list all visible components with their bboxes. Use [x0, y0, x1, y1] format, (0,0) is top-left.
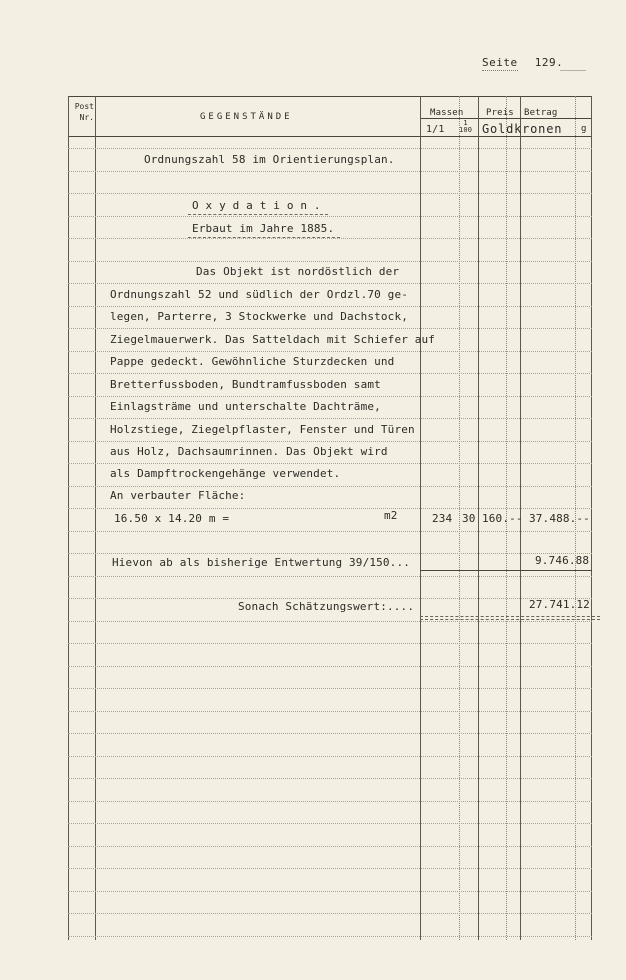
- ledger-rule: [68, 508, 592, 509]
- ledger-rule: [68, 711, 592, 712]
- description-line: Holzstiege, Ziegelpflaster, Fenster und Türen: [110, 423, 415, 436]
- ledger-rule: [68, 643, 592, 644]
- ledger-rule: [68, 531, 592, 532]
- ledger-rule: [68, 778, 592, 779]
- ledger-rule: [68, 441, 592, 442]
- table-top-border: [68, 96, 592, 97]
- ledger-rule: [68, 688, 592, 689]
- description-line: als Dampftrockengehänge verwendet.: [110, 467, 341, 480]
- ledger-rule: [68, 418, 592, 419]
- header-goldkronen: Goldkronen: [482, 122, 563, 136]
- preis-value: 160.--: [482, 512, 523, 525]
- calculation-line: 16.50 x 14.20 m =: [114, 512, 230, 525]
- title-underline: [188, 214, 328, 215]
- massen-value: 234: [432, 512, 453, 525]
- header-bottom-border: [68, 136, 592, 137]
- betrag-value-total: 37.488.--: [529, 512, 590, 525]
- description-line: Das Objekt ist nordöstlich der: [196, 265, 400, 278]
- ledger-rule: [68, 306, 592, 307]
- header-heller: g: [581, 124, 587, 134]
- massen-decimal: 30: [462, 512, 476, 525]
- description-line: Ordnungszahl 52 und südlich der Ordzl.70 ge-: [110, 288, 408, 301]
- subtotal-rule: [420, 570, 592, 571]
- page-number: 129.: [534, 56, 564, 69]
- betrag-value-entwertung: 9.746.88: [535, 554, 590, 567]
- header-massen-fraction: 1 100: [459, 119, 473, 134]
- title-oxydation: O x y d a t i o n .: [192, 199, 321, 212]
- ledger-rule: [68, 756, 592, 757]
- column-rule-right: [591, 96, 592, 940]
- ledger-rule: [68, 666, 592, 667]
- final-double-rule: [420, 616, 600, 620]
- header-post-nr: Post Nr.: [74, 102, 94, 122]
- ledger-rule: [68, 171, 592, 172]
- entwertung-line: Hievon ab als bisherige Entwertung 39/150...: [112, 556, 410, 569]
- ledger-rule: [68, 553, 592, 554]
- ledger-rule: [68, 283, 592, 284]
- betrag-value-schaetzungswert: 27.741.12: [529, 598, 590, 611]
- column-rule-postnr: [95, 96, 96, 940]
- ledger-rule: [68, 846, 592, 847]
- ledger-rule: [68, 913, 592, 914]
- page-number-underline: [560, 70, 586, 71]
- ledger-rule: [68, 396, 592, 397]
- description-line: aus Holz, Dachsaumrinnen. Das Objekt wird: [110, 445, 388, 458]
- ledger-rule: [68, 373, 592, 374]
- ledger-rule: [68, 823, 592, 824]
- header-massen-unit: 1/1: [426, 124, 445, 135]
- ledger-rule: [68, 193, 592, 194]
- description-line: Pappe gedeckt. Gewöhnliche Sturzdecken und: [110, 355, 395, 368]
- column-rule-massen: [420, 96, 421, 940]
- ledger-rule: [68, 868, 592, 869]
- calculation-unit: m2: [384, 509, 398, 522]
- ledger-rule: [68, 891, 592, 892]
- ledger-rule: [68, 598, 592, 599]
- description-line: Bretterfussboden, Bundtramfussboden samt: [110, 378, 381, 391]
- ledger-rule: [68, 463, 592, 464]
- column-rule-massen-dec: [459, 96, 460, 940]
- ledger-rule: [68, 801, 592, 802]
- ledger-rule: [68, 328, 592, 329]
- header-gegenstaende: GEGENSTÄNDE: [200, 112, 293, 122]
- description-line: An verbauter Fläche:: [110, 489, 246, 502]
- ledger-table: [68, 96, 592, 940]
- ledger-rule: [68, 216, 592, 217]
- erbaut-line: Erbaut im Jahre 1885.: [192, 222, 335, 235]
- header-massen: Massen: [430, 108, 464, 118]
- ledger-rule: [68, 576, 592, 577]
- header-betrag: Betrag: [524, 108, 558, 118]
- ledger-rule: [68, 148, 592, 149]
- description-line: legen, Parterre, 3 Stockwerke und Dachstock,: [110, 310, 408, 323]
- schaetzungswert-line: Sonach Schätzungswert:....: [238, 600, 415, 613]
- column-rule-preis: [478, 96, 479, 940]
- ledger-rule: [68, 936, 592, 937]
- ledger-rule: [68, 238, 592, 239]
- ledger-rule: [68, 261, 592, 262]
- ledger-rule: [68, 621, 592, 622]
- header-preis: Preis: [486, 108, 514, 118]
- ordnungszahl-line: Ordnungszahl 58 im Orientierungsplan.: [144, 153, 395, 166]
- page-label: Seite: [482, 56, 518, 69]
- description-line: Ziegelmauerwerk. Das Satteldach mit Schiefer auf: [110, 333, 436, 346]
- ledger-rule: [68, 486, 592, 487]
- description-line: Einlagsträme und unterschalte Dachträme,: [110, 400, 381, 413]
- column-rule-left: [68, 96, 69, 940]
- page-number-label: [482, 56, 563, 71]
- ledger-rule: [68, 733, 592, 734]
- ledger-rule: [68, 351, 592, 352]
